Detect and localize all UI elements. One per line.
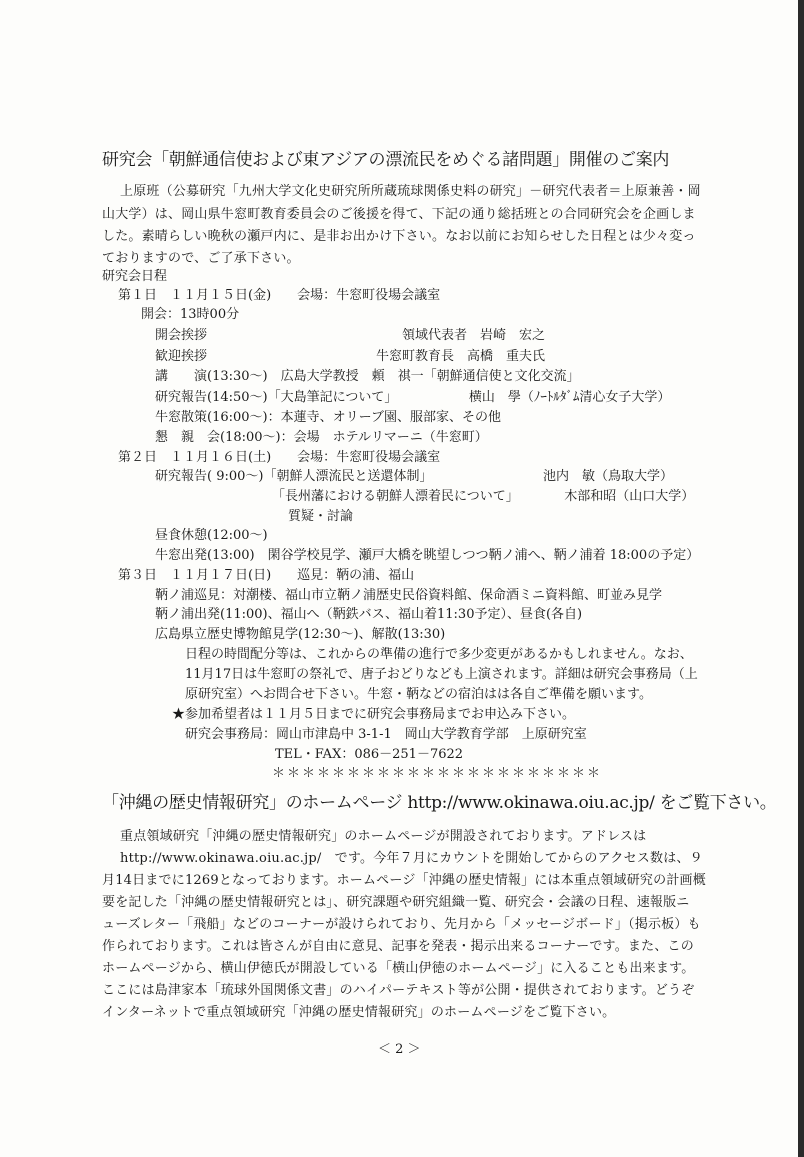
body-line: インターネットで重点領域研究「沖縄の歴史情報研究」のホームページをご覧下さい。 — [102, 1005, 616, 1020]
heading-seminar: 研究会「朝鮮通信使および東アジアの漂流民をめぐる諸問題」開催のご案内 — [102, 150, 670, 170]
heading-homepage: 「沖縄の歴史情報研究」のホームページ http://www.okinawa.oiu.ac.jp/ をご覧下さい。 — [102, 793, 777, 813]
schedule-item: 懇 親 会(18:00～)：会場 ホテルリマーニ（牛窓町） — [155, 430, 488, 445]
body-line: ここには島津家本「琉球外国関係文書」のハイパーテキスト等が公開・提供されております。どうぞ — [102, 983, 695, 998]
body-line: 重点領域研究「沖縄の歴史情報研究」のホームページが開設されております。アドレスは — [120, 829, 647, 844]
scan-edge — [798, 0, 804, 1157]
apply-notice: ★参加希望者は１１月５日までに研究会事務局までお申込み下さい。 — [172, 707, 576, 722]
schedule-item: 研究報告( 9:00～)「朝鮮人漂流民と送還体制」 池内 敏（鳥取大学） — [155, 469, 673, 484]
schedule-item: 「長州藩における朝鮮人漂着民について」 木部和昭（山口大学） — [272, 489, 695, 504]
schedule-item: 昼食休憩(12:00～) — [155, 528, 268, 543]
schedule-day2: 第２日 １１月１６日(土) 会場：牛窓町役場会議室 — [118, 450, 441, 465]
intro-line: ておりますので、ご了承下さい。 — [102, 251, 300, 266]
schedule-item: 質疑・討論 — [288, 509, 354, 524]
office-tel: TEL・FAX：086－251－7622 — [275, 747, 464, 762]
schedule-item: 研究報告(14:50～)「大島筆記について」 横山 學（ﾉｰﾄﾙﾀﾞﾑ清心女子大学） — [155, 390, 671, 405]
body-line: 作られております。これは皆さんが自由に意見、記事を発表・掲示出来るコーナーです。また、この — [102, 939, 694, 954]
note-line: 11月17日は牛窓町の祭礼で、唐子おどりなども上演されます。詳細は研究会事務局（上 — [185, 667, 698, 682]
office-address: 研究会事務局：岡山市津島中 3-1-1 岡山大学教育学部 上原研究室 — [185, 727, 587, 742]
schedule-item: 歓迎挨拶 牛窓町教育長 高橋 重夫氏 — [155, 349, 546, 364]
schedule-item: 牛窓散策(16:00～)：本蓮寺、オリーブ園、服部家、その他 — [155, 410, 501, 425]
body-line: ューズレター「飛船」などのコーナーが設けられており、先月から「メッセージボード」（掲示板）も — [102, 917, 701, 932]
intro-line: 上原班（公募研究「九州大学文化史研究所所蔵琉球関係史料の研究」－研究代表者＝上原兼善・岡 — [120, 184, 701, 199]
body-line: 要を記した「沖縄の歴史情報研究とは」、研究課題や研究組織一覧、研究会・会議の日程、速報版ニ — [102, 895, 690, 910]
schedule-day1: 第１日 １１月１５日(金) 会場：牛窓町役場会議室 — [118, 288, 441, 303]
note-line: 日程の時間配分等は、これからの準備の進行で多少変更があるかもしれません。なお、 — [185, 647, 693, 662]
body-line: 月14日までに1269となっております。ホームページ「沖縄の歴史情報」には本重点領域研究の計画概 — [102, 873, 706, 888]
intro-line: 山大学）は、岡山県牛窓町教育委員会のご後援を得て、下記の通り総括班との合同研究会を企画しま — [102, 207, 696, 222]
schedule-item: 鞆ノ浦巡見：対潮楼、福山市立鞆ノ浦歴史民俗資料館、保命酒ミニ資料館、町並み見学 — [155, 588, 663, 603]
intro-line: した。素晴らしい晩秋の瀬戸内に、是非お出かけ下さい。なお以前にお知らせした日程とは少々変っ — [102, 229, 696, 244]
separator-stars: ＊＊＊＊＊＊＊＊＊＊＊＊＊＊＊＊＊＊＊＊＊＊ — [272, 766, 603, 781]
note-line: 原研究室）へお問合せ下さい。牛窓・鞆などの宿泊はは各自ご準備を願います。 — [185, 687, 652, 702]
schedule-item: 講 演(13:30～) 広島大学教授 頼 祺一「朝鮮通信使と文化交流」 — [155, 369, 580, 384]
body-line: ホームページから、横山伊徳氏が開設している「横山伊徳のホームページ」に入ることも出来ます。 — [102, 961, 695, 976]
schedule-item: 開会挨拶 領域代表者 岩崎 宏之 — [155, 328, 546, 343]
schedule-item: 広島県立歴史博物館見学(12:30～)、解散(13:30) — [155, 627, 446, 642]
schedule-item: 鞆ノ浦出発(11:00)、福山へ（鞆鉄バス、福山着11:30予定）、昼食(各自) — [155, 607, 583, 622]
page-number: ＜ 2 ＞ — [378, 1042, 421, 1057]
schedule-item: 牛窓出発(13:00) 閑谷学校見学、瀬戸大橋を眺望しつつ鞆ノ浦へ、鞆ノ浦着 18:00の予定） — [155, 548, 700, 563]
body-line: http://www.okinawa.oiu.ac.jp/ です。今年７月にカウントを開始してからのアクセス数は、９ — [120, 851, 703, 866]
schedule-title: 研究会日程 — [102, 269, 168, 284]
schedule-item: 開会：13時00分 — [141, 307, 240, 322]
schedule-day3: 第３日 １１月１７日(日) 巡見：鞆の浦、福山 — [118, 568, 415, 583]
